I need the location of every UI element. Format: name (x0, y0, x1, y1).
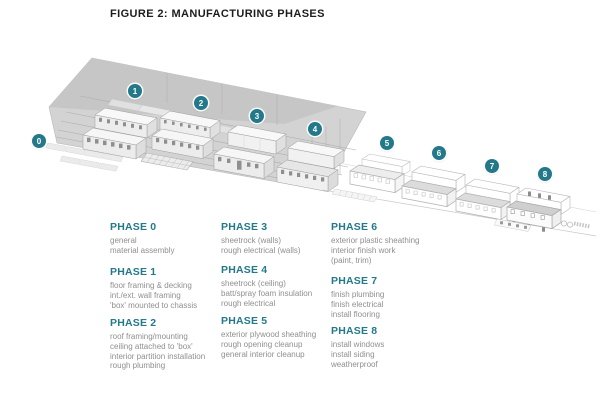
phase-8-line: install siding (331, 349, 375, 359)
phase-4-line: rough electrical (221, 298, 276, 308)
phase-6-line: interior finish work (331, 245, 396, 255)
phase-4-block (221, 264, 333, 308)
phase-8-line: install windows (331, 340, 385, 349)
phase-marker-3-label: 3 (254, 111, 260, 121)
phase-8-heading: PHASE 8 (331, 325, 378, 337)
phase-8-block (331, 325, 443, 369)
phase-marker-6-label: 6 (436, 148, 442, 158)
phase-marker-8 (538, 167, 552, 181)
phase-4-heading: PHASE 4 (221, 264, 268, 276)
phase-5-line: general interior cleanup (221, 349, 305, 359)
figure-title: FIGURE 2: MANUFACTURING PHASES (110, 8, 325, 20)
phase-4-line: batt/spray foam insulation (221, 288, 313, 298)
phase-marker-2 (194, 96, 208, 110)
phase-1-line: 'box' mounted to chassis (110, 300, 198, 310)
phase-2-line: roof framing/mounting (110, 332, 188, 341)
phase-4-line: sheetrock (ceiling) (221, 279, 286, 288)
phase-3-block (221, 221, 333, 256)
phase-2-block (110, 317, 222, 371)
phase-2-heading: PHASE 2 (110, 317, 157, 329)
phase-marker-6 (432, 146, 446, 160)
phase-1-block (110, 266, 222, 310)
phase-5-line: rough opening cleanup (221, 339, 303, 349)
phase-marker-3 (250, 109, 264, 123)
phase-2-line: interior partition installation (110, 351, 206, 361)
phase-marker-4 (308, 122, 322, 136)
phase-marker-5 (380, 136, 394, 150)
phase-marker-7-label: 7 (489, 161, 495, 171)
station-6-modules (402, 166, 465, 207)
phase-marker-5-label: 5 (384, 138, 390, 148)
phase-0-heading: PHASE 0 (110, 221, 157, 233)
phase-1-line: int./ext. wall framing (110, 290, 181, 300)
phase-1-line: floor framing & decking (110, 281, 192, 290)
phase-marker-0 (32, 134, 46, 148)
phase-5-block (221, 315, 333, 359)
phase-0-line: general (110, 236, 137, 245)
phase-7-line: finish electrical (331, 299, 384, 309)
phase-7-block (331, 275, 443, 319)
phase-2-line: ceiling attached to 'box' (110, 341, 193, 351)
phase-3-heading: PHASE 3 (221, 221, 268, 233)
phase-2-line: rough plumbing (110, 361, 166, 371)
phase-marker-7 (485, 159, 499, 173)
phase-0-block (110, 221, 222, 256)
phase-0-line: material assembly (110, 245, 175, 255)
phase-6-block (331, 221, 443, 265)
phase-marker-4-label: 4 (312, 124, 318, 134)
phase-8-line: weatherproof (331, 359, 378, 369)
phase-marker-1 (128, 84, 142, 98)
cart-icon (561, 221, 590, 227)
phase-6-line: exterior plastic sheathing (331, 236, 420, 245)
phase-marker-8-label: 8 (542, 169, 548, 179)
phase-6-line: (paint, trim) (331, 255, 372, 265)
phase-5-heading: PHASE 5 (221, 315, 268, 327)
phase-1-heading: PHASE 1 (110, 266, 157, 278)
phase-7-heading: PHASE 7 (331, 275, 378, 287)
phase-3-line: rough electrical (walls) (221, 245, 301, 255)
phase-marker-0-label: 0 (36, 136, 42, 146)
phase-3-line: sheetrock (walls) (221, 236, 282, 245)
phase-6-heading: PHASE 6 (331, 221, 378, 233)
phase-5-line: exterior plywood sheathing (221, 330, 317, 339)
phase-marker-2-label: 2 (198, 98, 204, 108)
phase-7-line: install flooring (331, 309, 380, 319)
phase-marker-1-label: 1 (132, 86, 138, 96)
phase-7-line: finish plumbing (331, 290, 385, 299)
